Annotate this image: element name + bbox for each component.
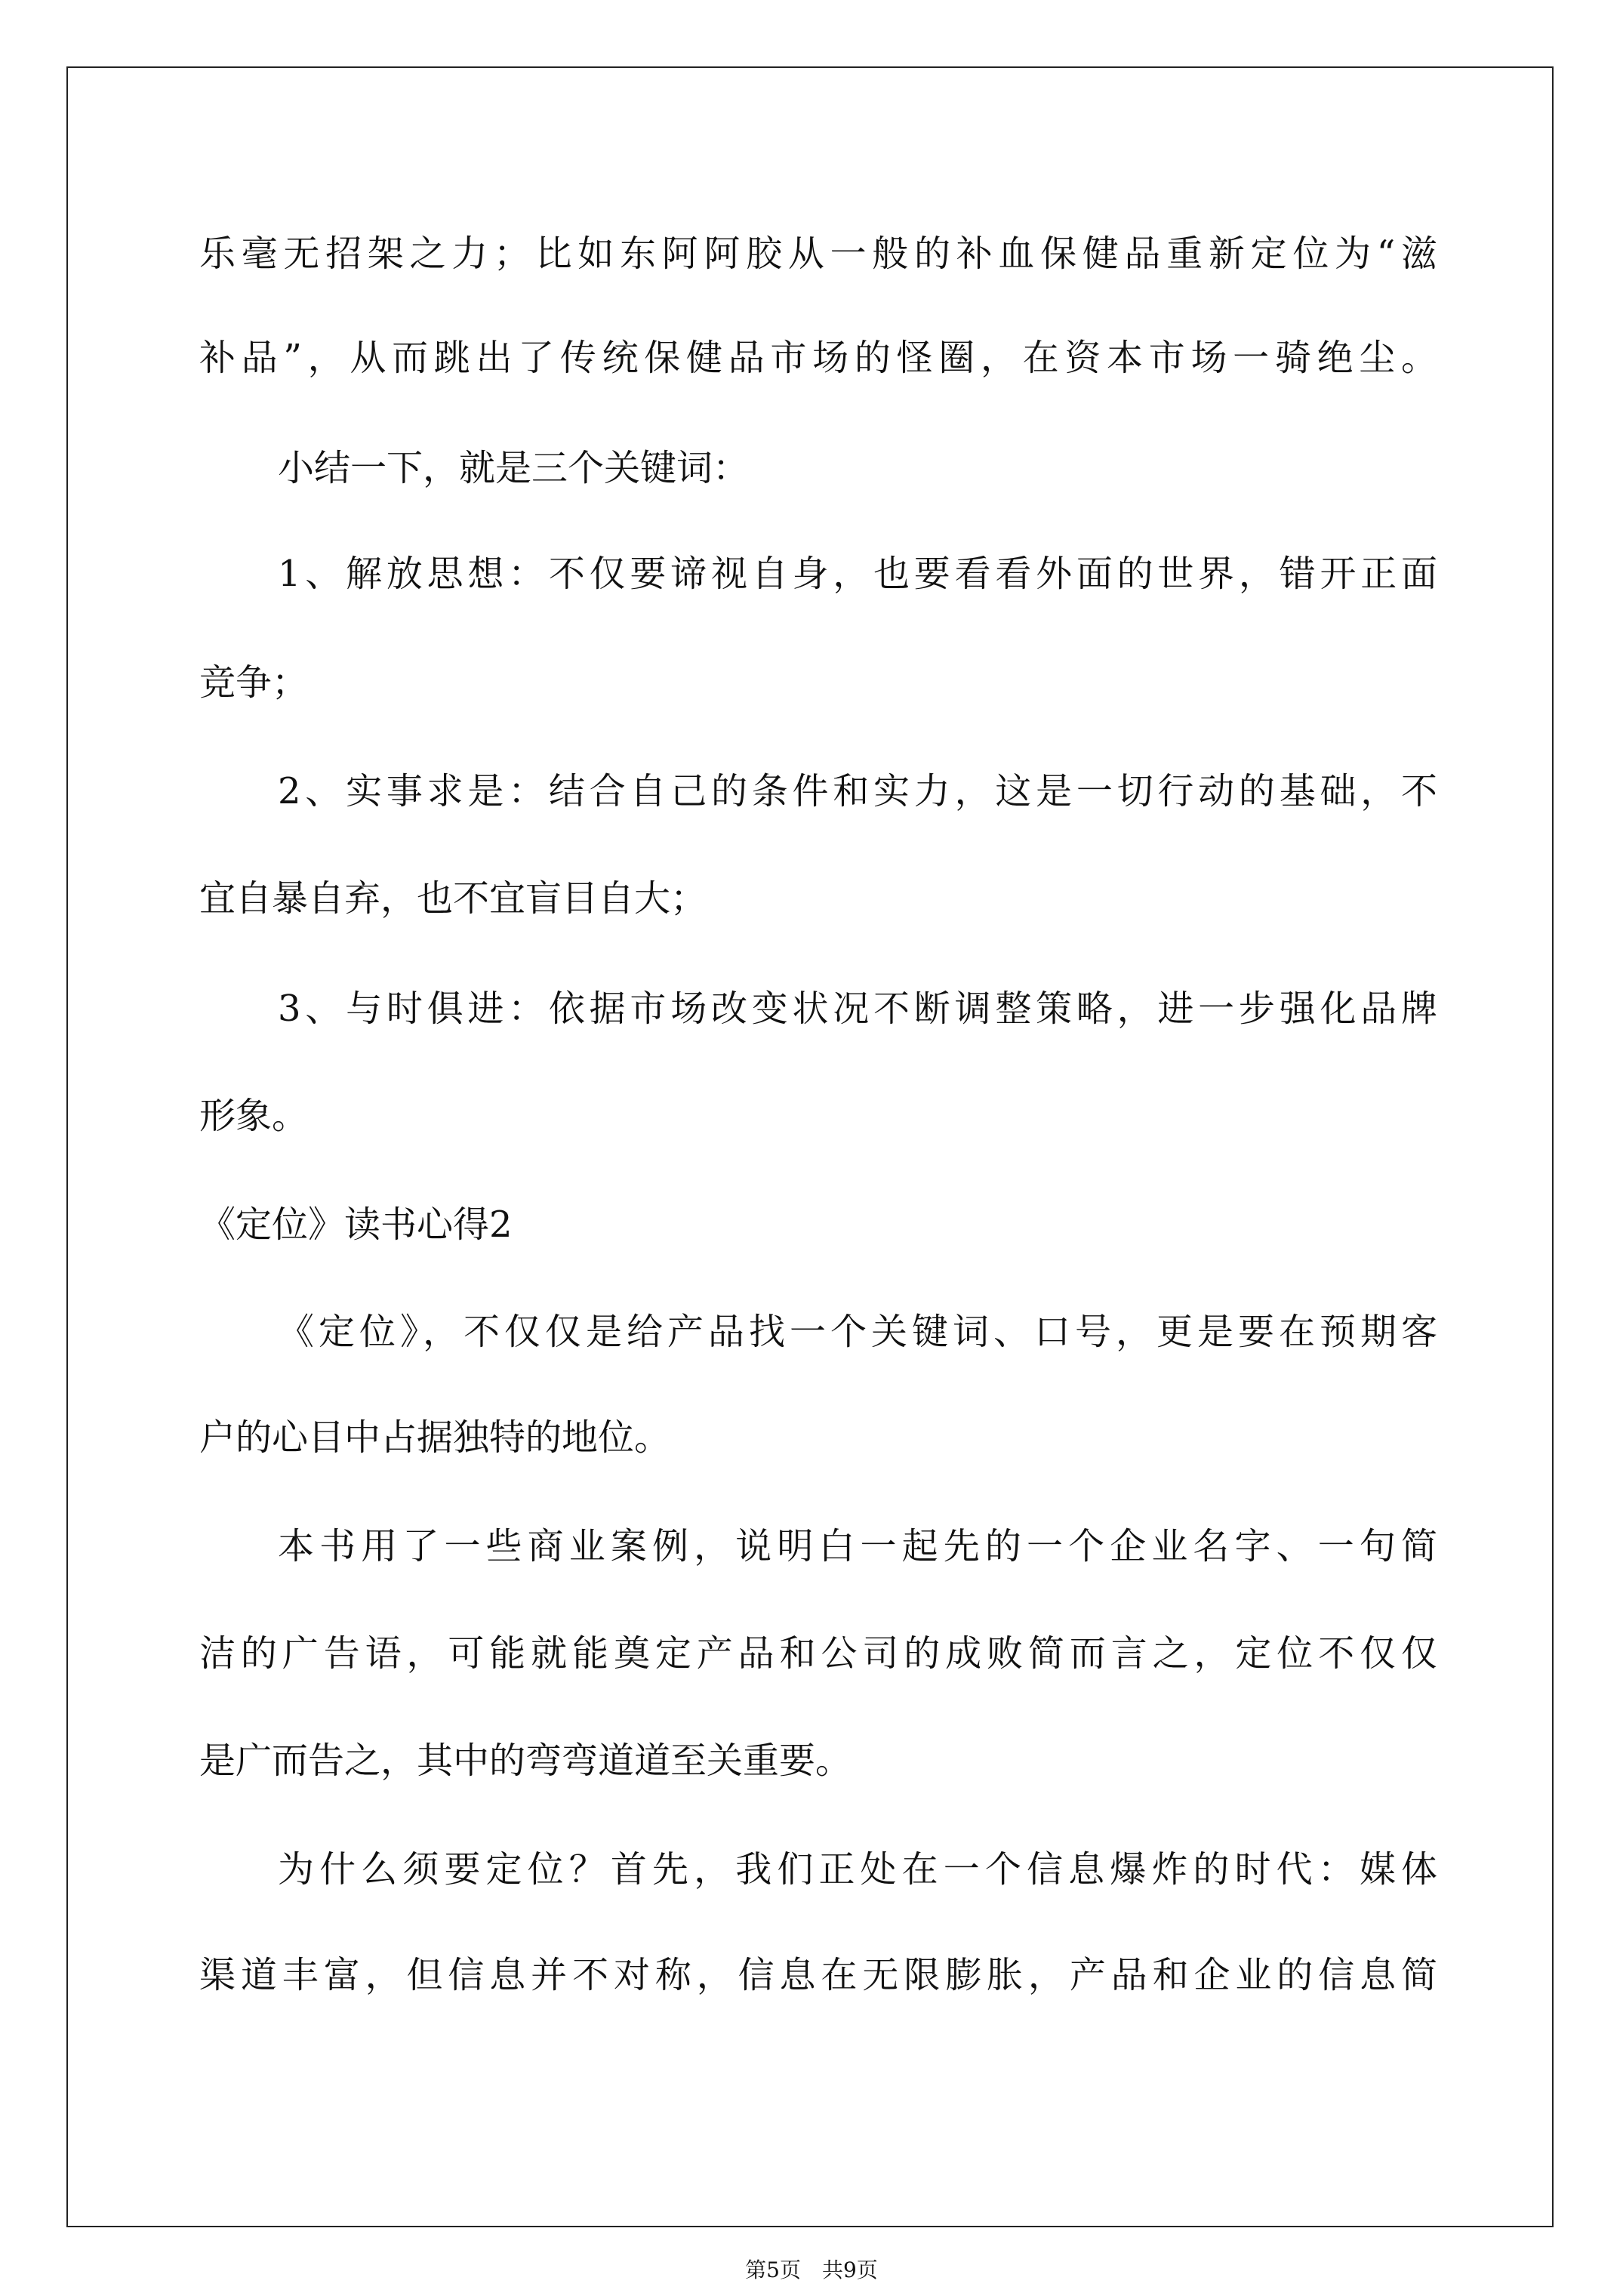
section-heading: 《定位》读书心得2 bbox=[199, 1203, 513, 1246]
text-line: 本书用了一些商业案例，说明白一起先的一个企业名字、一句简 bbox=[278, 1525, 1437, 1567]
text-line: 是广而告之，其中的弯弯道道至关重要。 bbox=[199, 1740, 852, 1782]
text-line: 宜自暴自弃，也不宜盲目自大； bbox=[199, 877, 707, 920]
text-line: 户的心目中占据独特的地位。 bbox=[199, 1416, 671, 1459]
text-line: 形象。 bbox=[199, 1095, 309, 1137]
text-line: 2、实事求是：结合自己的条件和实力，这是一切行动的基础，不 bbox=[278, 770, 1437, 812]
text-line: 补品”，从而跳出了传统保健品市场的怪圈，在资本市场一骑绝尘。 bbox=[199, 337, 1437, 379]
text-line: 为什么须要定位？首先，我们正处在一个信息爆炸的时代：媒体 bbox=[278, 1848, 1437, 1891]
page-border bbox=[66, 66, 1554, 2227]
page-number: 第5页 共9页 bbox=[745, 2257, 878, 2282]
text-line: 竞争； bbox=[199, 661, 309, 704]
text-line: 乐毫无招架之力；比如东阿阿胶从一般的补血保健品重新定位为“滋 bbox=[199, 233, 1437, 275]
text-line: 《定位》，不仅仅是给产品找一个关键词、口号，更是要在预期客 bbox=[278, 1311, 1437, 1353]
text-line: 小结一下，就是三个关键词： bbox=[278, 447, 750, 489]
text-line: 1、解放思想：不仅要谛视自身，也要看看外面的世界，错开正面 bbox=[278, 553, 1437, 595]
text-line: 洁的广告语，可能就能奠定产品和公司的成败简而言之，定位不仅仅 bbox=[199, 1632, 1437, 1675]
text-line: 3、与时俱进：依据市场改变状况不断调整策略，进一步强化品牌 bbox=[278, 988, 1437, 1030]
text-line: 渠道丰富，但信息并不对称，信息在无限膨胀，产品和企业的信息简 bbox=[199, 1954, 1437, 1996]
